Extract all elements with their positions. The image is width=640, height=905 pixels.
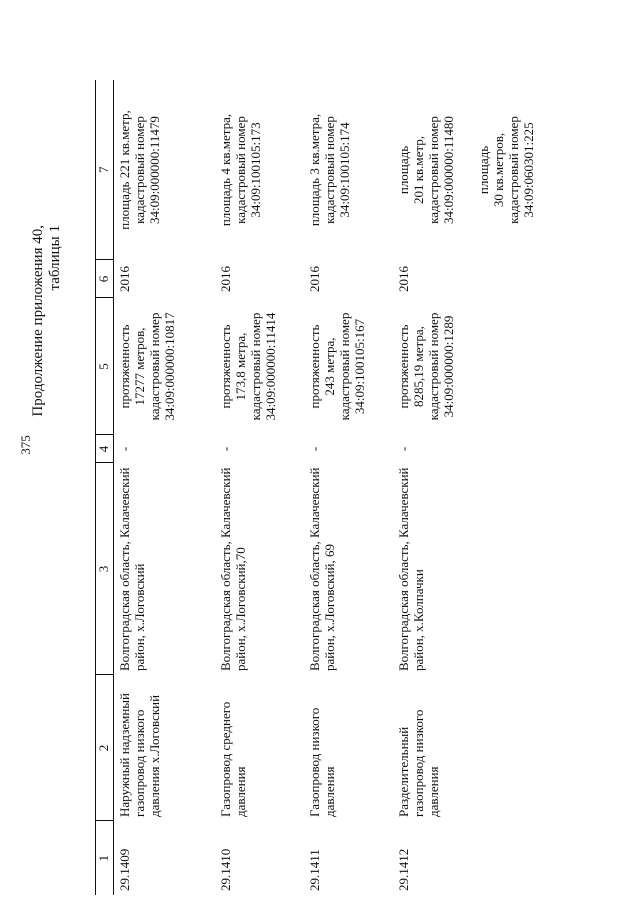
page-number: 375 xyxy=(18,435,33,455)
text-line: 34:09:000000:11479 xyxy=(147,116,162,224)
column-header: 6 xyxy=(96,260,114,298)
text-line: кадастровый номер xyxy=(132,116,147,224)
text-line: 34:09:000000:1289 xyxy=(441,315,456,418)
area-cadastral-extra xyxy=(476,84,536,256)
column-header: 2 xyxy=(96,675,114,821)
text-line: 201 кв.метр, xyxy=(411,135,426,205)
text-line: 34:09:100105:167 xyxy=(352,318,367,415)
text-line: кадастровый номер xyxy=(248,312,263,421)
column-header: 3 xyxy=(96,463,114,675)
object-name: Газопровод среднего давления xyxy=(218,701,248,817)
text-line: протяженность xyxy=(218,324,233,409)
area-cadastral xyxy=(215,80,304,260)
text-line: кадастровый номер xyxy=(426,116,441,224)
row-number: 29.1412 xyxy=(396,848,411,891)
text-line: 34:09:000000:11414 xyxy=(263,312,278,421)
column-header: 4 xyxy=(96,435,114,463)
text-line: 34:09:100105:174 xyxy=(337,122,352,218)
text-line: 34:09:000000:11480 xyxy=(441,116,456,224)
register-table xyxy=(95,80,536,895)
text-line: площадь xyxy=(396,145,411,195)
object-address: Волгоградская область, Калачевский район, х.Логовский xyxy=(117,467,147,671)
area-cadastral xyxy=(304,80,393,260)
table-row xyxy=(304,80,393,895)
object-address: Волгоградская область, Калачевский район, х.Логовский,70 xyxy=(218,467,248,671)
year: 2016 xyxy=(117,266,132,292)
text-line: 243 метра, xyxy=(322,337,337,396)
length-cadastral xyxy=(393,298,536,435)
text-line: 173,8 метра, xyxy=(233,332,248,401)
length-cadastral xyxy=(304,298,393,435)
length-cadastral xyxy=(215,298,304,435)
object-address: Волгоградская область, Калачевский район, х.Колпачки xyxy=(396,467,426,671)
text-line: площадь 3 кв.метра, xyxy=(307,113,322,227)
text-line: 30 кв.метров, xyxy=(491,132,506,208)
object-name: Газопровод низкого давления xyxy=(307,707,337,817)
text-line: кадастровый номер xyxy=(426,312,441,421)
row-number: 29.1409 xyxy=(117,848,132,891)
text-line: кадастровый номер xyxy=(147,312,162,421)
column-4-value: - xyxy=(396,446,411,452)
text-line: 34:09:100105:173 xyxy=(248,122,263,218)
text-line: протяженность xyxy=(307,324,322,409)
object-name: Разделительный газопровод низкого давления xyxy=(396,709,441,817)
column-4-value: - xyxy=(117,446,132,452)
year: 2016 xyxy=(307,266,322,292)
object-address: Волгоградская область, Калачевский район, х.Логовский, 69 xyxy=(307,467,337,671)
year: 2016 xyxy=(218,266,233,292)
text-line: протяженность xyxy=(396,324,411,409)
continuation-line-2: таблицы 1 xyxy=(47,225,63,291)
text-line: 8285,19 метра, xyxy=(411,326,426,407)
length-cadastral xyxy=(114,298,216,435)
year: 2016 xyxy=(396,266,411,292)
column-4-value: - xyxy=(218,446,233,452)
text-line: кадастровый номер xyxy=(322,116,337,224)
text-line: 34:09:060301:225 xyxy=(521,122,536,218)
text-line: 17277 метров, xyxy=(132,327,147,406)
text-line: 34:09:000000:10817 xyxy=(162,312,177,421)
table-row xyxy=(215,80,304,895)
text-line: кадастровый номер xyxy=(337,312,352,421)
column-header: 5 xyxy=(96,298,114,435)
column-header: 1 xyxy=(96,821,114,895)
text-line: площадь xyxy=(476,145,491,195)
column-4-value: - xyxy=(307,446,322,452)
area-cadastral xyxy=(393,80,536,260)
row-number: 29.1411 xyxy=(307,849,322,891)
table-row xyxy=(393,80,536,895)
column-header: 7 xyxy=(96,80,114,260)
text-line: площадь 221 кв.метр, xyxy=(117,110,132,230)
column-header-row xyxy=(96,80,114,895)
object-name: Наружный надземный газопровод низкого давления х.Логовский xyxy=(117,693,162,817)
text-line: кадастровый номер xyxy=(233,116,248,224)
text-line: кадастровый номер xyxy=(506,116,521,224)
text-line: протяженность xyxy=(117,324,132,409)
text-line: площадь 4 кв.метра, xyxy=(218,113,233,227)
area-cadastral xyxy=(114,80,216,260)
continuation-line-1: Продолжение приложения 40, xyxy=(30,225,46,417)
row-number: 29.1410 xyxy=(218,848,233,891)
continuation-note xyxy=(30,225,64,417)
table-row xyxy=(114,80,216,895)
